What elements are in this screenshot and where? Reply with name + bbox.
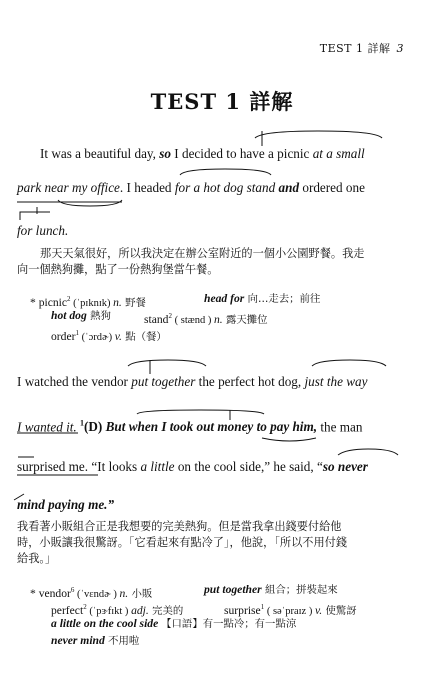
arc-but-when [137, 410, 264, 414]
text: n. [213, 312, 223, 326]
text: 1 [75, 329, 79, 337]
text: for a hot dog stand [174, 180, 276, 195]
text: stand [144, 312, 169, 326]
text: order [51, 329, 76, 343]
page-title: TEST 1 詳解 [150, 89, 294, 114]
text: at a small [312, 146, 365, 161]
text: just the way [304, 374, 368, 389]
s2-vocab-r1b [204, 582, 338, 598]
s1-line1 [40, 145, 365, 163]
text: I decided to have a picnic [171, 146, 313, 161]
text: ordered one [299, 180, 365, 195]
s2-zh2: 時，小販讓我很驚訝。「它看起來有點冷了」，他說，「所以不用付錢 [17, 536, 348, 549]
s1-line3 [17, 222, 68, 240]
text: 熱狗 [86, 310, 111, 322]
text: 野餐 [121, 296, 146, 309]
text: so never [322, 459, 368, 474]
text: (ˈvɛndɚ ) [74, 588, 120, 600]
s1-vocab-r3 [51, 325, 167, 346]
text: hot dog [51, 309, 87, 322]
arc-for-a-hot-dog-stand [180, 169, 271, 175]
text: It was a beautiful day, [40, 146, 160, 161]
s2-line1 [17, 373, 368, 391]
arc-at-a-small [255, 131, 382, 138]
text: * vendor [30, 586, 71, 600]
text: head for [204, 292, 245, 305]
text: (ˈpɝfɪkt ) [86, 605, 132, 617]
text: 1 [260, 603, 265, 611]
text: 不用啦 [104, 635, 140, 647]
arc-pay-him [262, 438, 316, 441]
text: n. [113, 295, 122, 309]
s2-vocab-r3 [51, 616, 296, 632]
text: (ˈpɪknɪk) [70, 297, 114, 309]
text: a little on the cool side [51, 617, 159, 630]
text: the man [317, 419, 363, 435]
s2-zh1: 我看著小販組合正是我想要的完美熱狗。但是當我拿出錢要付給他 [17, 520, 342, 533]
s1-zh1: 那天天氣很好，所以我決定在辦公室附近的一個小公園野餐。我走 [40, 247, 365, 260]
text: adj. [131, 603, 149, 617]
text: (ˈɔrdɚ) [78, 331, 115, 343]
text: 點（餐） [121, 330, 167, 343]
text: 露天攤位 [222, 313, 268, 326]
text: v. [114, 329, 122, 343]
text: 1 [80, 419, 85, 428]
text: the perfect hot dog, [195, 374, 305, 389]
text: “It looks [88, 459, 141, 474]
s1-vocab-r2 [51, 308, 111, 324]
s1-zh2: 向一個熱狗攤，點了一份熱狗堡當午餐。 [17, 263, 219, 276]
text: put together [131, 374, 196, 389]
s1-line2 [17, 179, 365, 197]
text: But when I took out money to pay him, [105, 419, 318, 435]
arc-just-the-way [312, 360, 386, 366]
text: 完美的 [148, 604, 184, 617]
bracket-for-lunch [20, 212, 50, 220]
text: 2 [83, 603, 87, 611]
text: I watched the vendor [17, 374, 132, 389]
text: v. [314, 603, 323, 617]
text: n. [119, 586, 129, 600]
text: 向…走去；前往 [244, 293, 321, 305]
arc-so-never [338, 449, 398, 455]
text: put together [204, 583, 262, 596]
text: for lunch. [17, 223, 69, 238]
s2-line4 [17, 496, 114, 514]
arc-put-together [128, 360, 206, 366]
text: (D) [84, 419, 106, 435]
text: park near my office [17, 180, 120, 195]
text: on the cool side,” he said, “ [174, 459, 323, 474]
text: 2 [168, 312, 172, 320]
text: 小販 [128, 587, 153, 600]
text: 有一點冷；有一點涼 [202, 618, 297, 630]
text: 使驚訝 [322, 604, 357, 617]
running-header [320, 40, 404, 56]
text: 組合；拼裝起來 [261, 584, 338, 596]
text: 2 [67, 295, 71, 303]
text: . I headed [119, 180, 175, 195]
text: a little [140, 459, 175, 474]
text: perfect [51, 603, 84, 617]
text: surprised me. [17, 459, 89, 474]
header-label: TEST 1 詳解 [319, 42, 391, 55]
s1-vocab-r1b [204, 291, 320, 307]
text: and [275, 180, 300, 195]
text: I wanted it. [17, 419, 77, 435]
text: * picnic [30, 295, 68, 309]
page-number: 3 [396, 42, 404, 55]
text: 6 [70, 586, 75, 594]
text: ( stænd ) [171, 314, 214, 326]
text: ( səˈpraɪz ) [264, 605, 315, 617]
s2-vocab-r4 [51, 633, 139, 649]
s2-line2 [17, 415, 362, 436]
text: never mind [51, 634, 105, 647]
s2-line3 [17, 458, 368, 476]
s2-zh3: 給我。」 [17, 552, 57, 565]
arc-near-my-office [58, 200, 122, 206]
text: mind paying me.” [17, 497, 115, 512]
text: surprise [224, 603, 261, 617]
text: 【口語】 [161, 618, 203, 630]
text: so [159, 146, 171, 161]
